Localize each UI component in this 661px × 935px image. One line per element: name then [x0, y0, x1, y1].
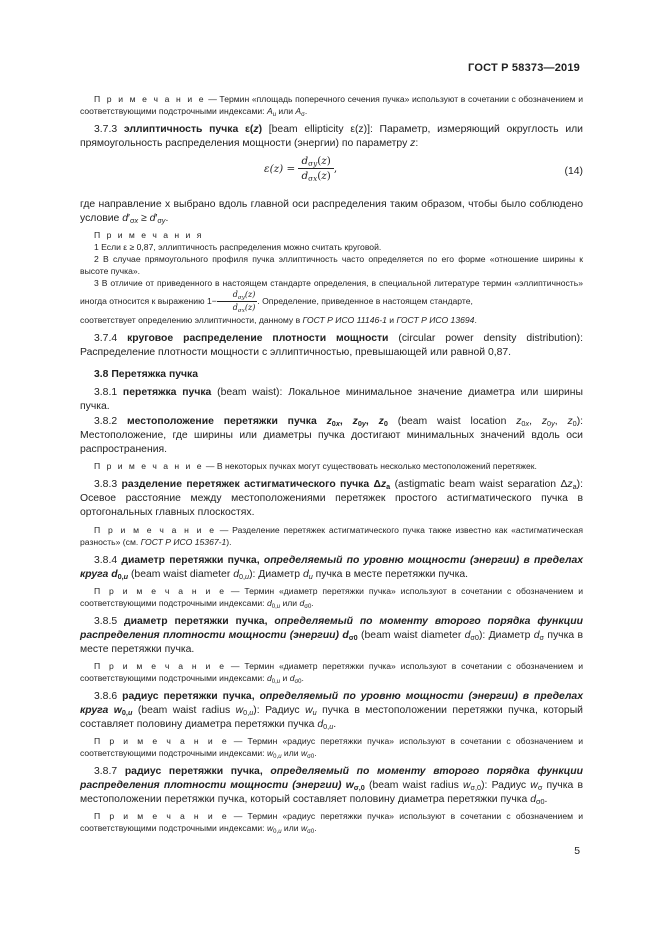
clause-3-8-4: 3.8.4 диаметр перетяжки пучка, определяемый по уровню мощности (энергии) в пределах круга $d_{0,u}$ (beam waist diameter $d_{0,u}$): Диаметр $d_u$ пучка в месте перетяжки пучка.: [80, 555, 584, 581]
clause-3-8-2: 3.8.2 местоположение перетяжки пучка $z_{0x}$, $z_{0y}$, $z_0$ (beam waist location $z_{0x}$, $z_{0y}$, $z_0$): Местоположение, где ширины или диаметры пучка достигают минимальных значений вдоль оси распространения.: [80, 416, 584, 455]
notes-label: П р и м е ч а н и я: [94, 230, 204, 240]
term: местоположение перетяжки пучка: [126, 416, 317, 427]
note-3-8-4: П р и м е ч а н и е — Термин «диаметр перетяжки пучка» используют в сочетании с обозначением и соответствующими подстрочными индексами: $d_{0,u}$ или $d_{\sigma 0}$.: [80, 586, 584, 610]
clause-3-7-3: 3.7.3 эллиптичность пучка ε(z) [beam ellipticity ε(z)]: Параметр, измеряющий округлость или прямоугольность распределения мощности (энергии) по параметру z:: [80, 124, 583, 149]
equation-number: (14): [564, 166, 583, 177]
clause-3-8-6: 3.8.6 радиус перетяжки пучка, определяемый по уровню мощности (энергии) в пределах круга $w_{0,u}$ (beam waist radius $w_{0,u}$): Радиус $w_u$ пучка в местоположении перетяжки пучка, который составляет половину диаметра перетяжки пучка $d_{0,u}$.: [80, 691, 583, 731]
equation-14: ε(z) = $\frac{d_{\sigma y}(z)}{d_{\sigma x}(z)}$ , (14): [264, 155, 583, 183]
term: перетяжка пучка: [122, 387, 212, 398]
section-heading: 3.8 Перетяжка пучка: [94, 369, 199, 380]
term: радиус перетяжки пучка,: [124, 766, 263, 777]
term: разделение перетяжек астигматического пучка: [121, 479, 370, 490]
reference: ГОСТ Р ИСО 11146-1: [302, 315, 387, 325]
note-3-cont: соответствует определению эллиптичности, данному в ГОСТ Р ИСО 11146-1 и ГОСТ Р ИСО 13694.: [80, 315, 477, 325]
page-content: [80, 93, 583, 836]
clause-3-7-4: 3.7.4 круговое распределение плотности мощности (circular power density distribution): Распределение плотности мощности с эллиптичностью, превышающей или равной 0,87.: [80, 333, 583, 358]
document-id: ГОСТ Р 58373—2019: [468, 62, 580, 74]
note-3-8-5: П р и м е ч а н и е — Термин «диаметр перетяжки пучка» используют в сочетании с обозначением и соответствующими подстрочными индексами: $d_{0,u}$ и $d_{\sigma 0}$.: [80, 661, 584, 685]
clause-3-8-5: 3.8.5 диаметр перетяжки пучка, определяемый по моменту второго порядка функции распределения плотности мощности (энергии) $d_{\sigma 0}$ (beam waist diameter $d_{\sigma 0}$): Диаметр $d_\sigma$ пучка в месте перетяжки пучка.: [80, 616, 583, 655]
note-2: 2 В случае прямоугольного профиля пучка эллиптичность часто определяется по его форме «отношение ширины к высоте пучка».: [80, 254, 583, 276]
note-text: — Термин «площадь поперечного сечения пучка» используют в сочетании с обозначением и соответствующими подстрочными индексами:: [80, 94, 584, 116]
clause-3-8-3: 3.8.3 разделение перетяжек астигматического пучка $\Delta z_a$ (astigmatic beam waist separation $\Delta z_a$): Осевое расстояние между местоположениями перетяжек простого астигматического пучка в ортогональных главных плоскостях.: [80, 479, 584, 518]
term: эллиптичность пучка: [123, 124, 239, 135]
term: диаметр перетяжки пучка,: [121, 555, 260, 566]
note-label: П р и м е ч а н и е: [94, 94, 206, 104]
reference: ГОСТ Р ИСО 15367-1: [140, 537, 227, 547]
equation-explanation: где направление x выбрано вдоль главной оси распределения таким образом, чтобы было соблюдено условие $d'_{\sigma x} \ge d'_{\sigma y}$.: [80, 199, 583, 225]
term: диаметр перетяжки пучка,: [124, 616, 268, 627]
clause-text: [beam ellipticity ε(z)]: Параметр, измеряющий округлость или прямоугольность распределения мощности (энергии) по параметру: [80, 124, 583, 149]
note-area: П р и м е ч а н и е — Термин «площадь поперечного сечения пучка» используют в сочетании с обозначением и соответствующими подстрочными индексами: $A_u$ или $A_\sigma$.: [80, 94, 584, 118]
note-3-8-7: П р и м е ч а н и е — Термин «радиус перетяжки пучка» используют в сочетании с обозначением и соответствующими подстрочными индексами: $w_{0,u}$ или $w_{\sigma 0}$.: [80, 811, 584, 835]
page-number: 5: [574, 846, 580, 857]
term: круговое распределение плотности мощности: [127, 333, 389, 344]
clause-number: 3.7.3: [94, 124, 118, 135]
clause-3-8-1: 3.8.1 перетяжка пучка (beam waist): Локальное минимальное значение диаметра или ширины пучка.: [80, 387, 583, 412]
note-3: 3 В отличие от приведенного в настоящем стандарте определения, в специальной литературе термин «эллиптичность» иногда относится к выражению 1− $\frac{d_{\sigma y}(z)}{d_{\sigma x}(z)}$ . Определение, приведенное в настоящем стандарте,: [80, 278, 583, 314]
term: радиус перетяжки пучка,: [122, 691, 255, 702]
note-3-8-3: П р и м е ч а н и е — Разделение перетяжек астигматического пучка также известно как «астигматическая разность» (см. ГОСТ Р ИСО 15367-1).: [80, 525, 584, 547]
note-3-8-6: П р и м е ч а н и е — Термин «радиус перетяжки пучка» используют в сочетании с обозначением и соответствующими подстрочными индексами: $w_{0,u}$ или $w_{\sigma 0}$.: [80, 736, 584, 760]
clause-3-8-7: 3.8.7 радиус перетяжки пучка, определяемый по моменту второго порядка функции распределения плотности мощности (энергии) $w_{\sigma,0}$ (beam waist radius $w_{\sigma,0}$): Радиус $w_\sigma$ пучка в местоположении перетяжки пучка, который составляет половину диаметра перетяжки пучка $d_{\sigma 0}$.: [80, 766, 583, 806]
note-3-8-2: П р и м е ч а н и е — В некоторых пучках могут существовать несколько местоположений перетяжек.: [94, 461, 537, 471]
note-1: 1 Если ε ≥ 0,87, эллиптичность распределения можно считать круговой.: [94, 242, 382, 252]
reference: ГОСТ Р ИСО 13694: [396, 315, 475, 325]
